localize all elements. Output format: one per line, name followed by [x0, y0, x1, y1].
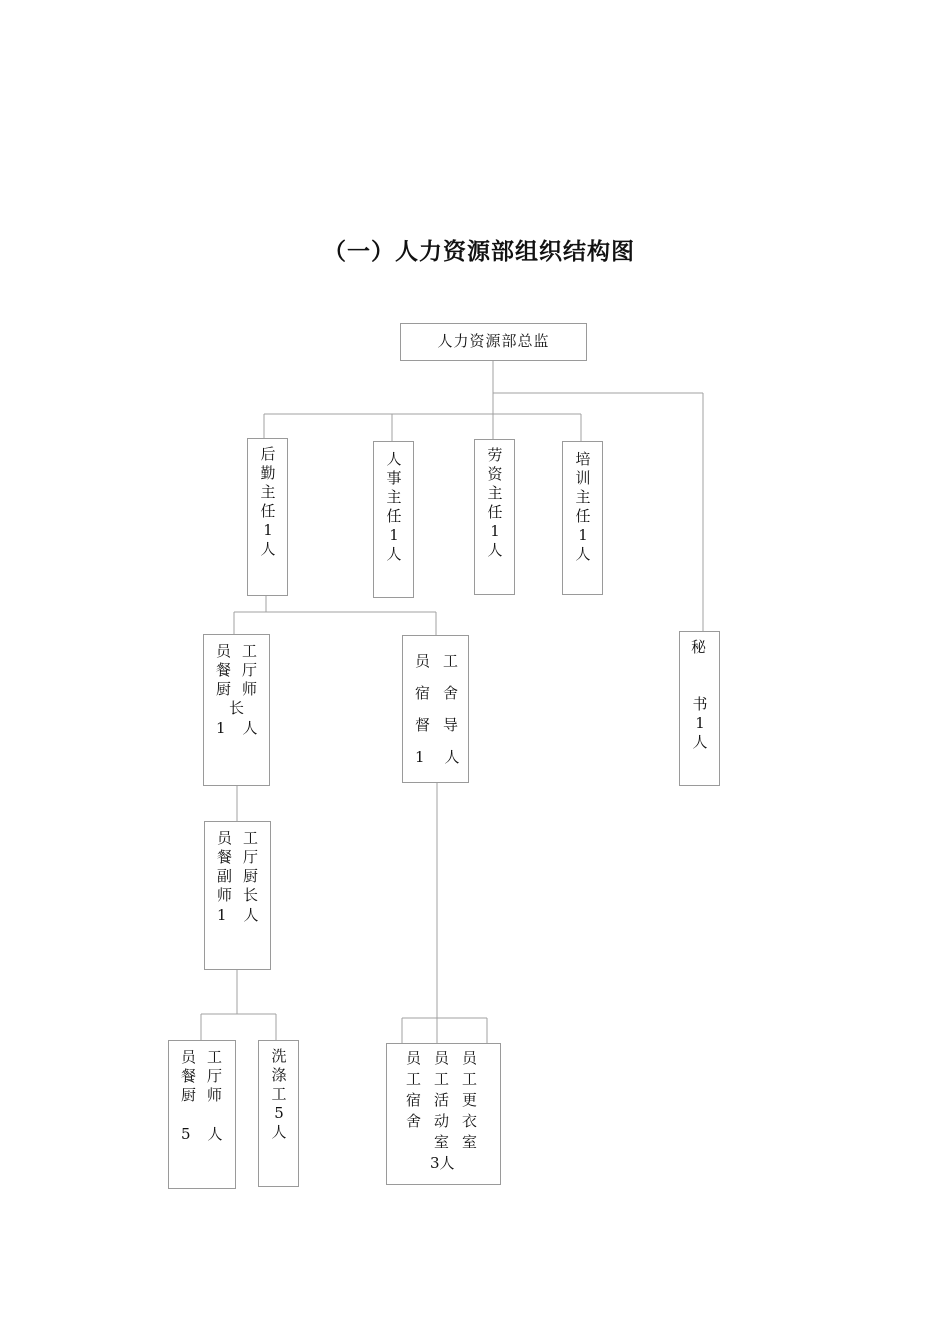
dorm-staff-line-1: 员 员 员	[406, 1049, 477, 1067]
canteen-deputy-chef-line-3: 副厨	[217, 867, 270, 885]
canteen-head-chef-line-3: 厨师	[216, 680, 269, 698]
canteen-cooks-line-1: 员工	[181, 1048, 234, 1066]
canteen-deputy-chef-line-5: 1人	[217, 906, 276, 924]
canteen-head-chef-line-1: 员工	[216, 642, 269, 660]
secretary-box	[679, 631, 720, 786]
payroll-director-box	[474, 439, 515, 595]
dorm-supervisor-line-1: 员工	[415, 652, 472, 670]
canteen-cooks-line-2: 餐厅	[181, 1067, 234, 1085]
personnel-director-box	[373, 441, 414, 598]
canteen-head-chef-line-2: 餐厅	[216, 661, 269, 679]
training-director-label: 培训主任1人	[575, 450, 591, 563]
dorm-staff-line-3: 宿 活 更	[406, 1091, 477, 1109]
dorm-staff-box	[386, 1043, 501, 1185]
dorm-staff-line-4: 舍 动 衣	[406, 1112, 477, 1130]
canteen-deputy-chef-box	[204, 821, 276, 970]
personnel-director-label: 人事主任1人	[386, 450, 402, 563]
page-title: （一）人力资源部组织结构图	[323, 239, 635, 265]
dorm-supervisor-line-4: 1人	[415, 748, 480, 766]
laundry-workers-box	[258, 1040, 299, 1187]
canteen-head-chef-line-5: 1人	[216, 719, 275, 737]
director-label: 人力资源部总监	[437, 332, 550, 350]
canteen-deputy-chef-line-1: 员工	[217, 829, 270, 847]
canteen-head-chef-box	[203, 634, 275, 786]
dorm-staff-line-2: 工 工 工	[406, 1070, 477, 1088]
canteen-head-chef-line-4: 长	[229, 699, 245, 717]
canteen-cooks-line-5: 5人	[181, 1125, 240, 1143]
dorm-supervisor-box	[402, 635, 480, 783]
payroll-director-label: 劳资主任1人	[487, 446, 503, 559]
training-director-box	[562, 441, 603, 595]
canteen-deputy-chef-line-2: 餐厅	[217, 848, 270, 866]
canteen-deputy-chef-line-4: 师长	[217, 886, 270, 904]
dorm-staff-line-6: 3人	[415, 1154, 455, 1172]
secretary-label-top: 秘	[691, 638, 707, 656]
dorm-supervisor-line-2: 宿舍	[415, 684, 472, 702]
dorm-supervisor-line-3: 督导	[415, 716, 472, 734]
logistics-director-box	[247, 438, 288, 596]
secretary-label-bottom: 书1人	[692, 695, 708, 751]
logistics-director-label: 后勤主任1人	[260, 445, 276, 558]
dorm-staff-line-5: 室 室	[406, 1133, 477, 1151]
laundry-workers-label: 洗涤工5人	[271, 1047, 287, 1141]
canteen-cooks-box	[168, 1040, 240, 1189]
canteen-cooks-line-3: 厨师	[181, 1086, 234, 1104]
director-box	[400, 323, 587, 361]
